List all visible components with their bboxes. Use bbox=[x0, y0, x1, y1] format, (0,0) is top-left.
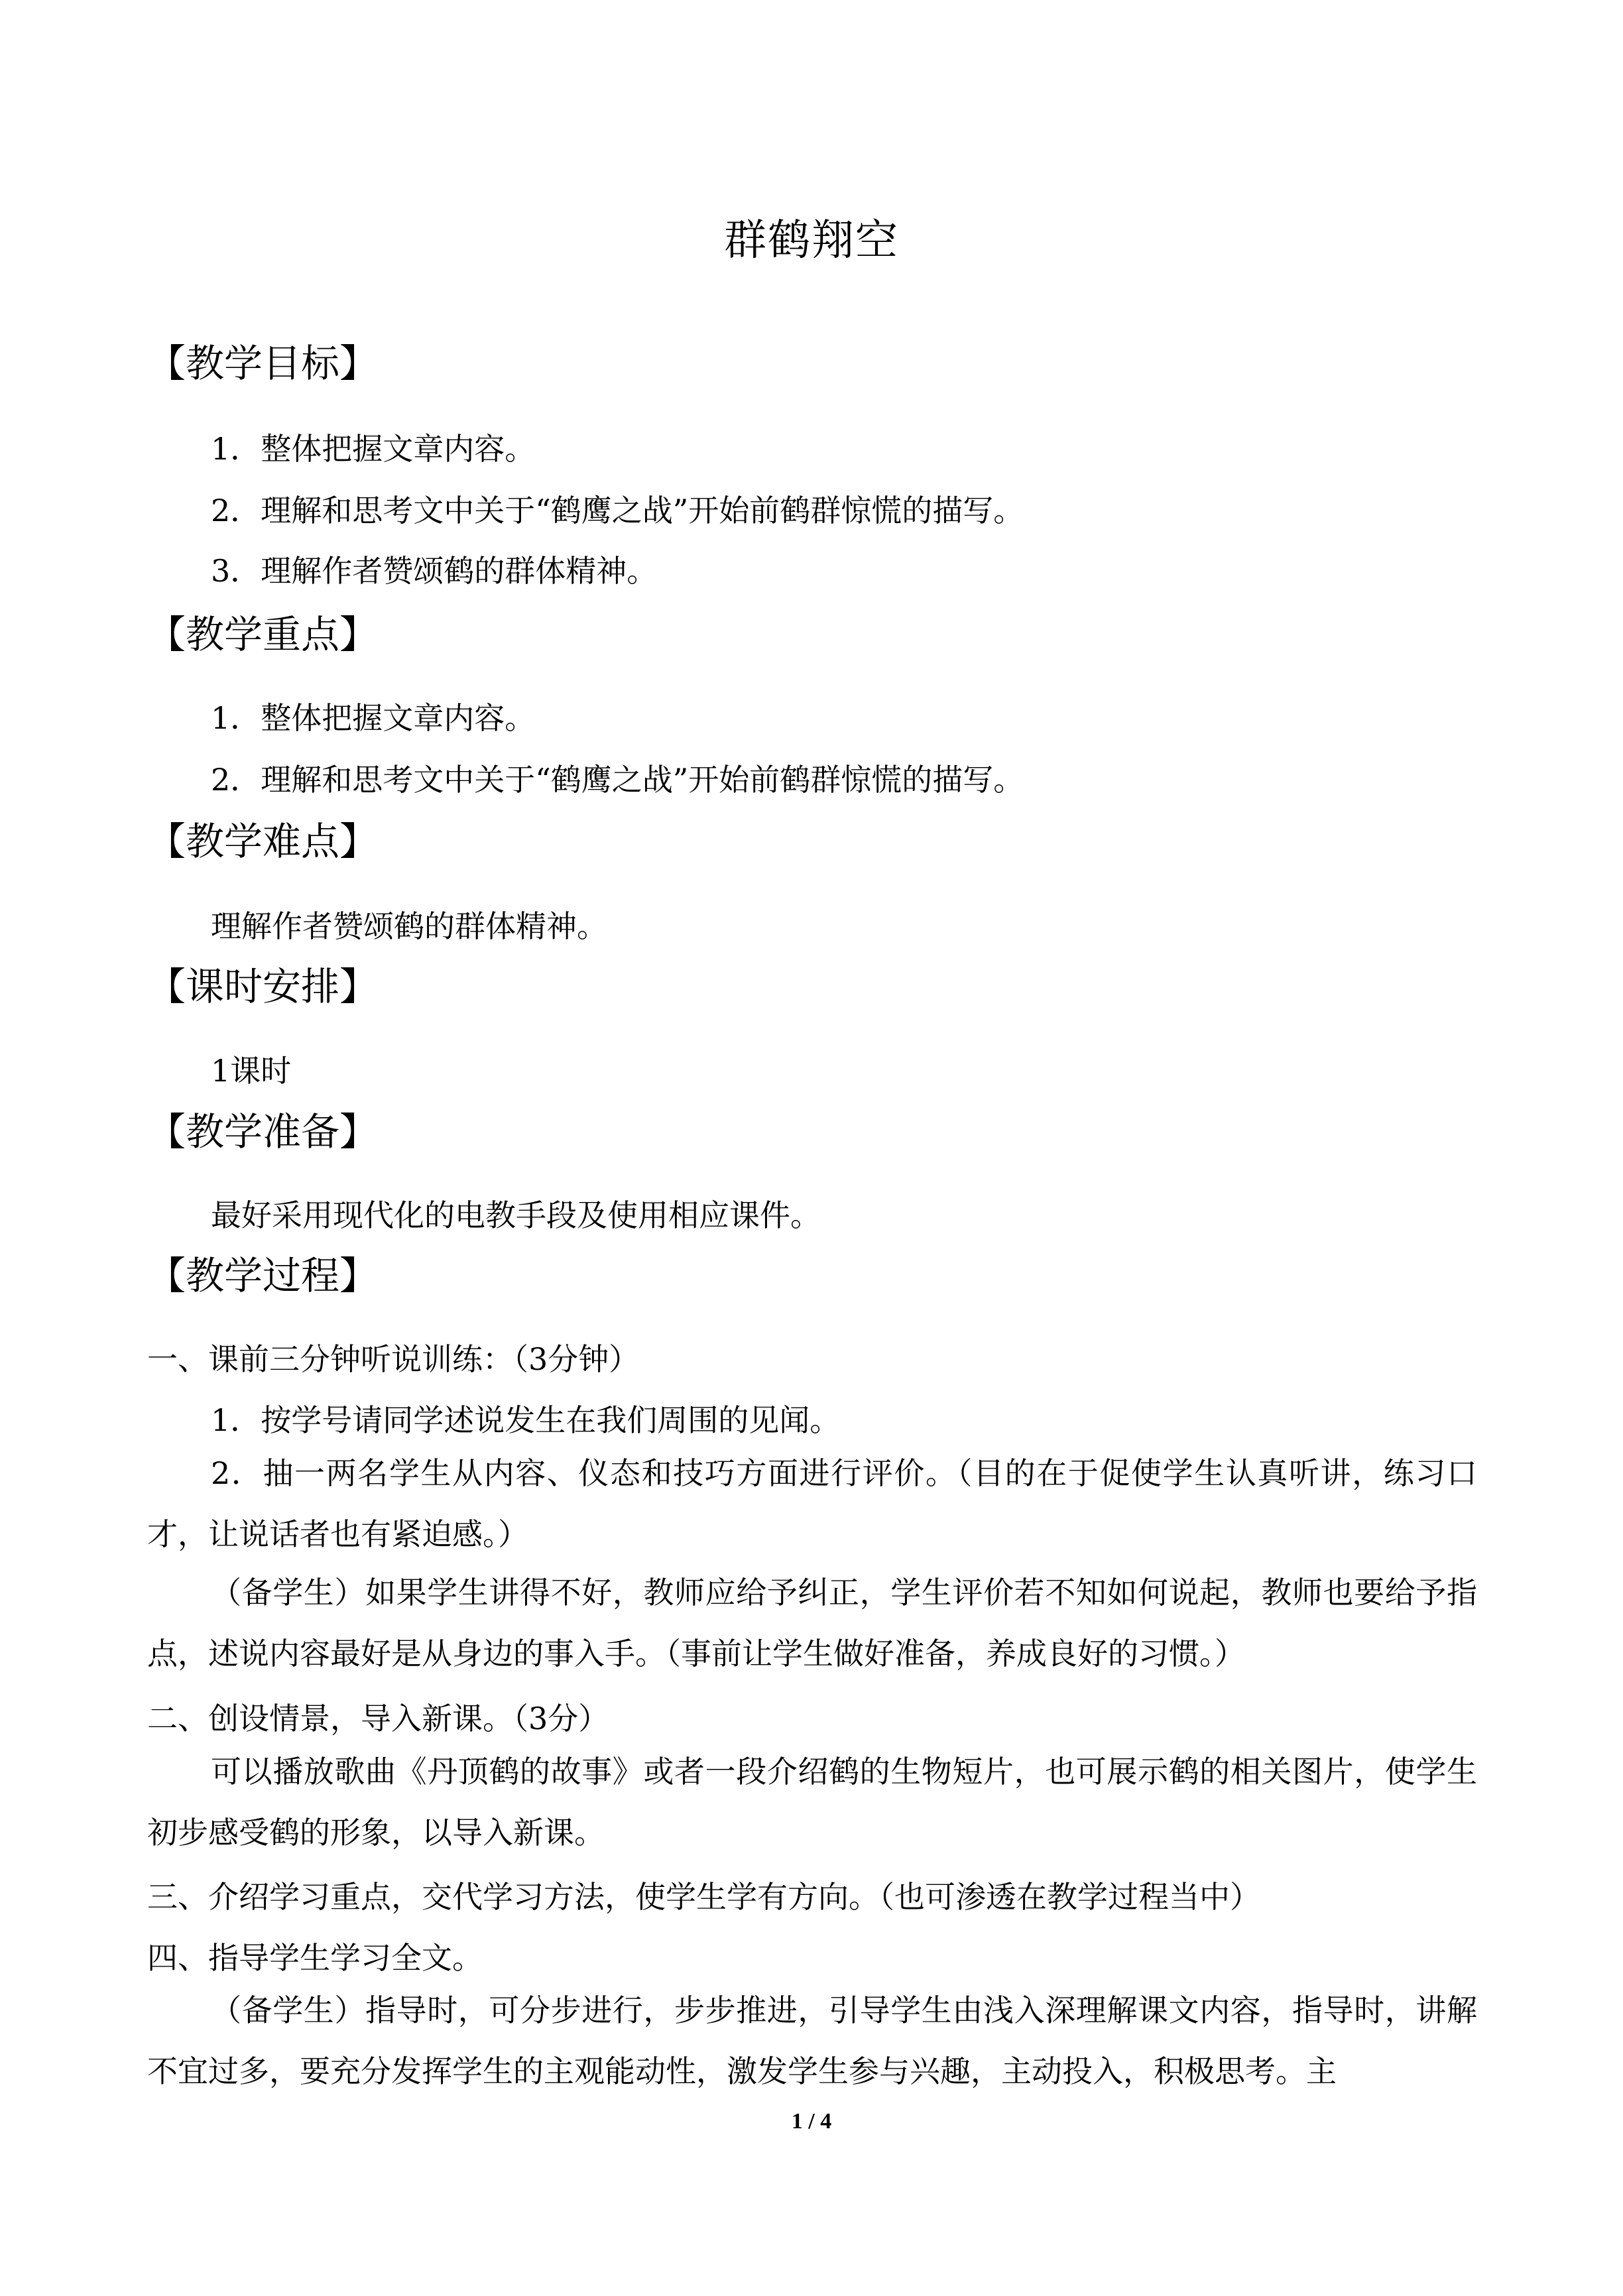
key-point-item: 2．理解和思考文中关于“鹤鹰之战”开始前鹤群惊慌的描写。 bbox=[211, 762, 1024, 798]
process-step: 四、指导学生学习全文。 bbox=[147, 1940, 483, 1976]
process-step: 二、创设情景，导入新课。（3分） bbox=[147, 1701, 609, 1736]
process-paragraph: 可以播放歌曲《丹顶鹤的故事》或者一段介绍鹤的生物短片，也可展示鹤的相关图片，使学生初步感受鹤的形象，以导入新课。 bbox=[147, 1754, 1477, 1850]
goal-item: 2．理解和思考文中关于“鹤鹰之战”开始前鹤群惊慌的描写。 bbox=[211, 493, 1024, 528]
process-paragraph: 2．抽一两名学生从内容、仪态和技巧方面进行评价。（目的在于促使学生认真听讲，练习口才，让说话者也有紧迫感。） bbox=[147, 1455, 1477, 1552]
page-number: 1 / 4 bbox=[791, 2109, 832, 2134]
section-heading-goals: 【教学目标】 bbox=[147, 341, 379, 386]
process-step: 1．按学号请同学述说发生在我们周围的见闻。 bbox=[211, 1402, 841, 1438]
process-step: 三、介绍学习重点，交代学习方法，使学生学有方向。（也可渗透在教学过程当中） bbox=[147, 1879, 1260, 1915]
document-title: 群鹤翔空 bbox=[724, 216, 899, 265]
difficulty-item: 理解作者赞颂鹤的群体精神。 bbox=[211, 908, 607, 944]
section-heading-preparation: 【教学准备】 bbox=[147, 1109, 379, 1154]
process-step: 一、课前三分钟听说训练：（3分钟） bbox=[147, 1341, 640, 1377]
goal-item: 3．理解作者赞颂鹤的群体精神。 bbox=[211, 553, 658, 589]
schedule-item: 1课时 bbox=[211, 1053, 292, 1089]
preparation-item: 最好采用现代化的电教手段及使用相应课件。 bbox=[211, 1197, 821, 1233]
process-paragraph: （备学生）如果学生讲得不好，教师应给予纠正，学生评价若不知如何说起，教师也要给予指点，述说内容最好是从身边的事入手。（事前让学生做好准备，养成良好的习惯。） bbox=[147, 1575, 1477, 1671]
section-heading-key-points: 【教学重点】 bbox=[147, 612, 379, 657]
key-point-item: 1．整体把握文章内容。 bbox=[211, 700, 536, 736]
section-heading-schedule: 【课时安排】 bbox=[147, 964, 379, 1009]
goal-item: 1．整体把握文章内容。 bbox=[211, 431, 536, 467]
section-heading-process: 【教学过程】 bbox=[147, 1253, 379, 1298]
process-paragraph: （备学生）指导时，可分步进行，步步推进，引导学生由浅入深理解课文内容，指导时，讲解不宜过多，要充分发挥学生的主观能动性，激发学生参与兴趣，主动投入，积极思考。主 bbox=[147, 1992, 1477, 2089]
section-heading-difficulties: 【教学难点】 bbox=[147, 819, 379, 864]
